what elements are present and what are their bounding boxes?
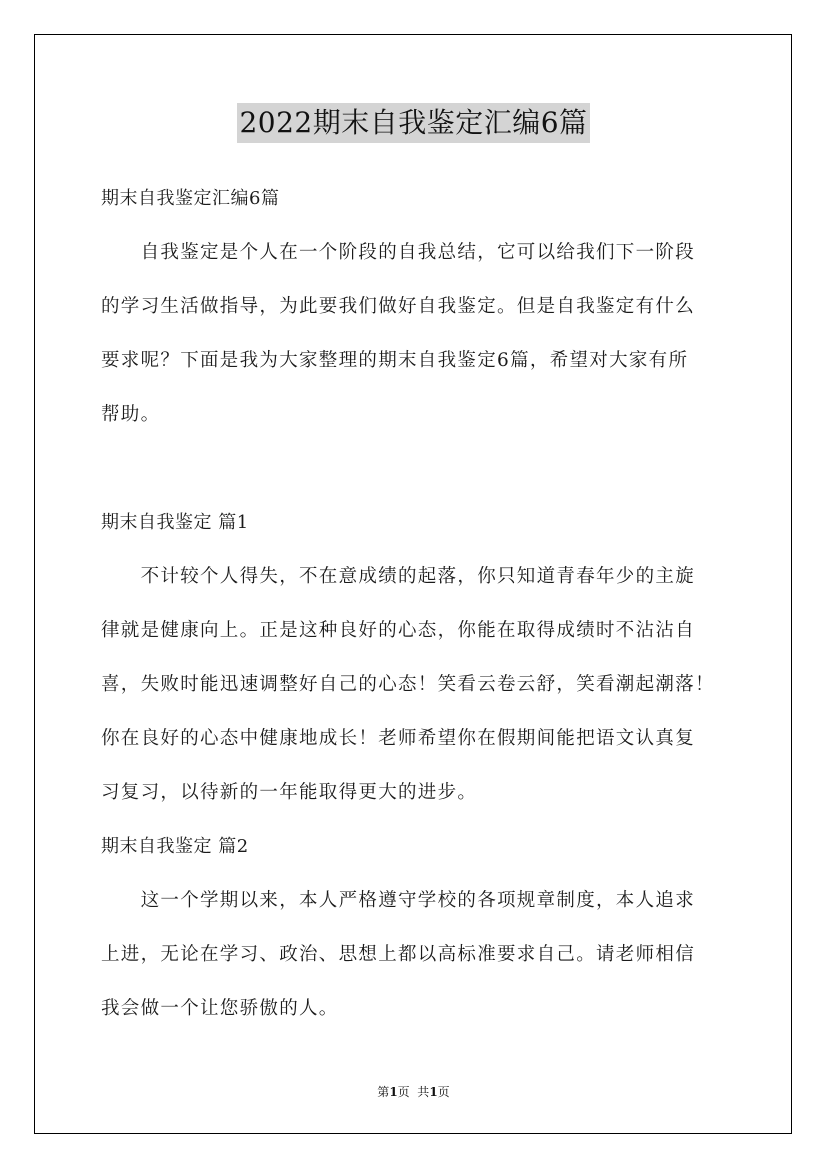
intro-line: 要求呢？下面是我为大家整理的期末自我鉴定6篇，希望对大家有所 [101, 350, 689, 371]
page-footer [0, 1083, 827, 1100]
page-current: 1 [389, 1085, 398, 1099]
section-1-line: 你在良好的心态中健康地成长！老师希望你在假期间能把语文认真复 [101, 728, 696, 749]
section-2-line: 我会做一个让您骄傲的人。 [101, 998, 339, 1019]
section-1-line: 不计较个人得失，不在意成绩的起落，你只知道青春年少的主旋 [101, 566, 696, 587]
intro-line: 帮助。 [101, 404, 161, 425]
document-body [101, 172, 731, 1036]
page-label-prefix: 第 [377, 1085, 390, 1099]
section-1-line: 律就是健康向上。正是这种良好的心态，你能在取得成绩时不沾沾自 [101, 620, 696, 641]
page-label-suffix: 页 [437, 1085, 450, 1099]
section-1-line: 喜，失败时能迅速调整好自己的心态！笑看云卷云舒，笑看潮起潮落！ [101, 674, 715, 695]
intro-line: 的学习生活做指导，为此要我们做好自我鉴定。但是自我鉴定有什么 [101, 296, 696, 317]
intro-line: 自我鉴定是个人在一个阶段的自我总结，它可以给我们下一阶段 [101, 242, 696, 263]
section-heading-2: 期末自我鉴定 篇2 [101, 836, 249, 857]
section-2-line: 上进，无论在学习、政治、思想上都以高标准要求自己。请老师相信 [101, 944, 696, 965]
spacer [101, 442, 731, 496]
section-heading-1: 期末自我鉴定 篇1 [101, 512, 249, 533]
page-label-mid: 页 共 [397, 1085, 430, 1099]
section-1-line: 习复习，以待新的一年能取得更大的进步。 [101, 782, 478, 803]
document-title: 2022期末自我鉴定汇编6篇 [237, 103, 589, 143]
intro-heading: 期末自我鉴定汇编6篇 [101, 188, 280, 209]
section-2-line: 这一个学期以来，本人严格遵守学校的各项规章制度，本人追求 [101, 890, 696, 911]
page-total: 1 [429, 1085, 438, 1099]
title-container [0, 103, 827, 143]
